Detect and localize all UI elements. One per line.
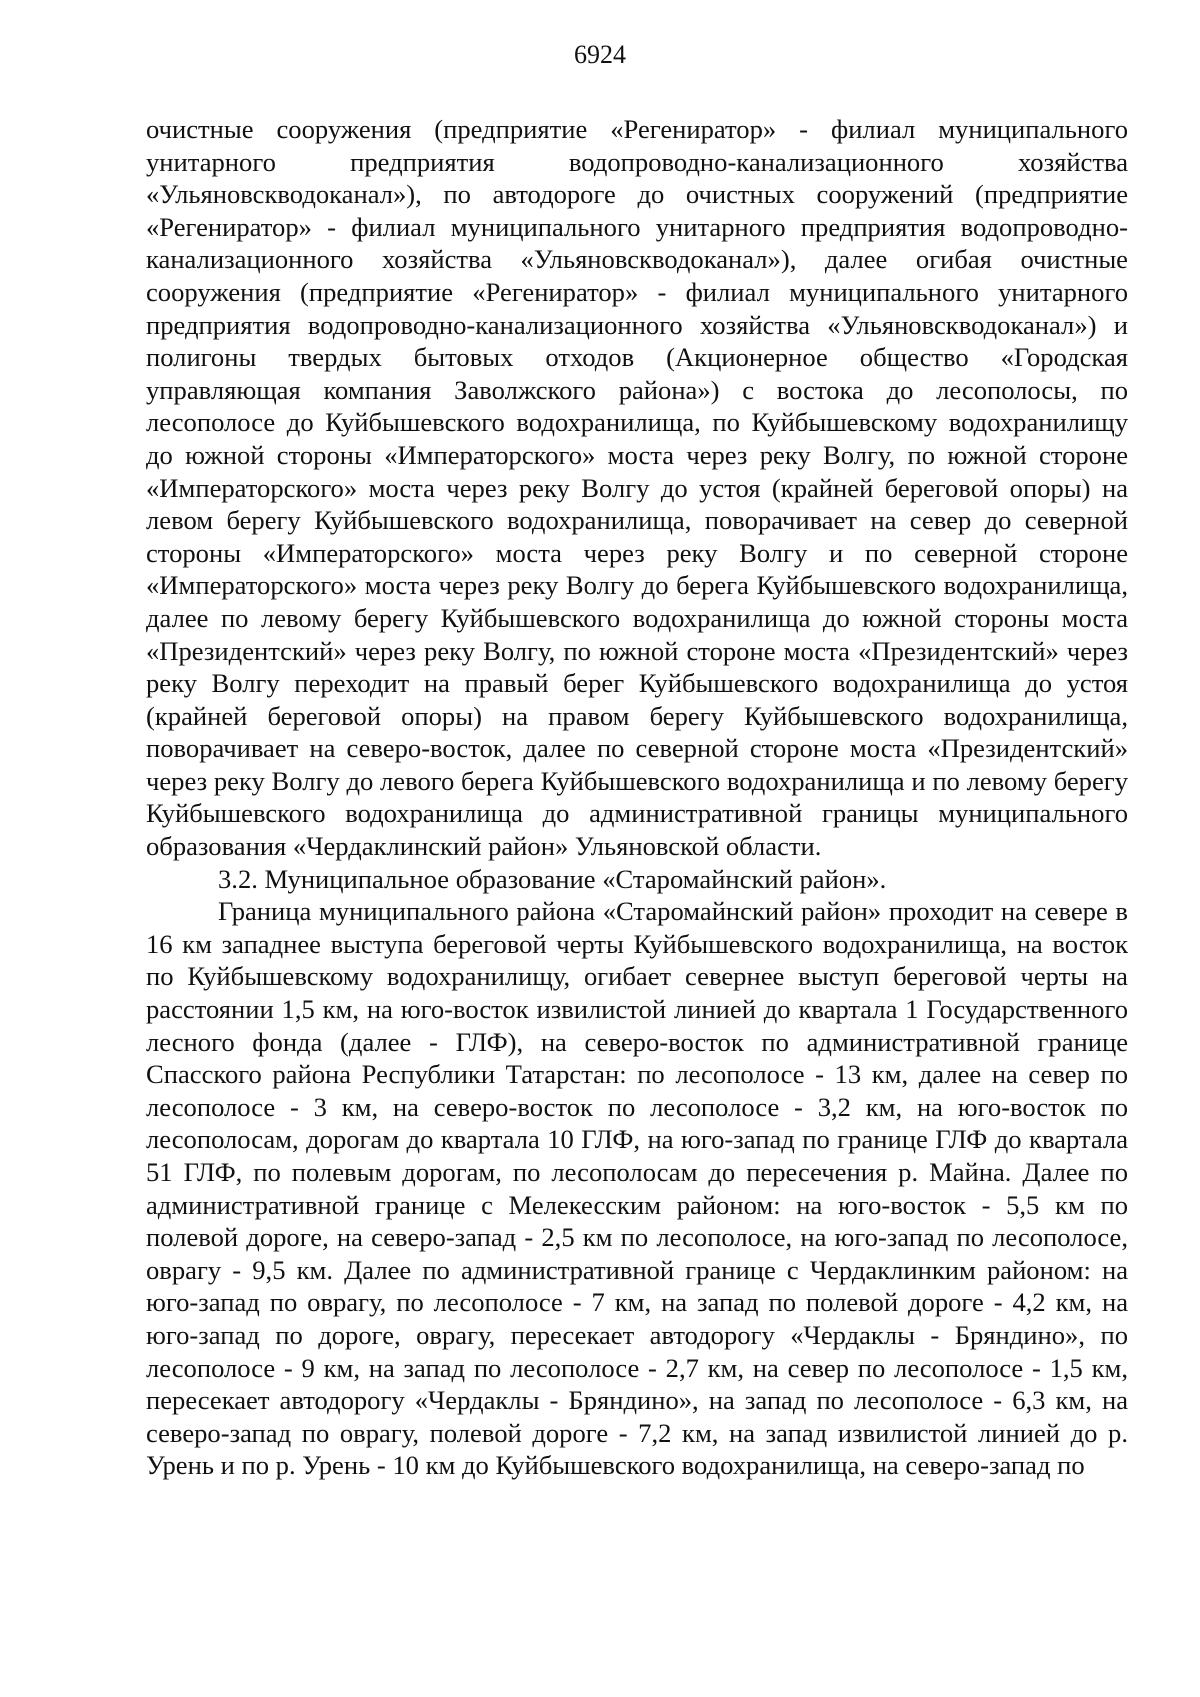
document-body [146, 113, 1128, 1482]
section-heading-3-2: 3.2. Муниципальное образование «Старомайнский район». [218, 863, 887, 894]
page-number: 6924 [574, 40, 626, 69]
paragraph-boundary-continuation: очистные сооружения (предприятие «Регениратор» - филиал муниципального унитарного предприятия водопроводно-канализационного хозяйства «Ульяновскводоканал»), по автодороге до очистных сооружений (предприятие «Регениратор» - филиал муниципального унитарного предприятия водопроводно-канализационного хозяйства «Ульяновскводоканал»), далее огибая очистные сооружения (предприятие «Регениратор» - филиал муниципального унитарного предприятия водопроводно-канализационного хозяйства «Ульяновскводоканал») и полигоны твердых бытовых отходов (Акционерное общество «Городская управляющая компания Заволжского района») с востока до лесополосы, по лесополосе до Куйбышевского водохранилища, по Куйбышевскому водохранилищу до южной стороны «Императорского» моста через реку Волгу, по южной стороне «Императорского» моста через реку Волгу до устоя (крайней береговой опоры) на левом берегу Куйбышевского водохранилища, поворачивает на север до северной стороны «Императорского» моста через реку Волгу и по северной стороне «Императорского» моста через реку Волгу до берега Куйбышевского водохранилища, далее по левому берегу Куйбышевского водохранилища до южной стороны моста «Президентский» через реку Волгу, по южной стороне моста «Президентский» через реку Волгу переходит на правый берег Куйбышевского водохранилища до устоя (крайней береговой опоры) на правом берегу Куйбышевского водохранилища, поворачивает на северо-восток, далее по северной стороне моста «Президентский» через реку Волгу до левого берега Куйбышевского водохранилища и по левому берегу Куйбышевского водохранилища до административной границы муниципального образования «Чердаклинский район» Ульяновской области. [146, 114, 1128, 862]
paragraph-staromainsky-boundary: Граница муниципального района «Старомайнский район» проходит на севере в 16 км западнее выступа береговой черты Куйбышевского водохранилища, на восток по Куйбышевскому водохранилищу, огибает севернее выступ береговой черты на расстоянии 1,5 км, на юго-восток извилистой линией до квартала 1 Государственного лесного фонда (далее - ГЛФ), на северо-восток по административной границе Спасского района Республики Татарстан: по лесополосе - 13 км, далее на север по лесополосе - 3 км, на северо-восток по лесополосе - 3,2 км, на юго-восток по лесополосам, дорогам до квартала 10 ГЛФ, на юго-запад по границе ГЛФ до квартала 51 ГЛФ, по полевым дорогам, по лесополосам до пересечения р. Майна. Далее по административной границе с Мелекесским районом: на юго-восток - 5,5 км по полевой дороге, на северо-запад - 2,5 км по лесополосе, на юго-запад по лесополосе, оврагу - 9,5 км. Далее по административной границе с Чердаклинким районом: на юго-запад по оврагу, по лесополосе - 7 км, на запад по полевой дороге - 4,2 км, на юго-запад по дороге, оврагу, пересекает автодорогу «Чердаклы - Бряндино», по лесополосе - 9 км, на запад по лесополосе - 2,7 км, на север по лесополосе - 1,5 км, пересекает автодорогу «Чердаклы - Бряндино», на запад по лесополосе - 6,3 км, на северо-запад по оврагу, полевой дороге - 7,2 км, на запад извилистой линией до р. Урень и по р. Урень - 10 км до Куйбышевского водохранилища, на северо-запад по [146, 896, 1128, 1481]
